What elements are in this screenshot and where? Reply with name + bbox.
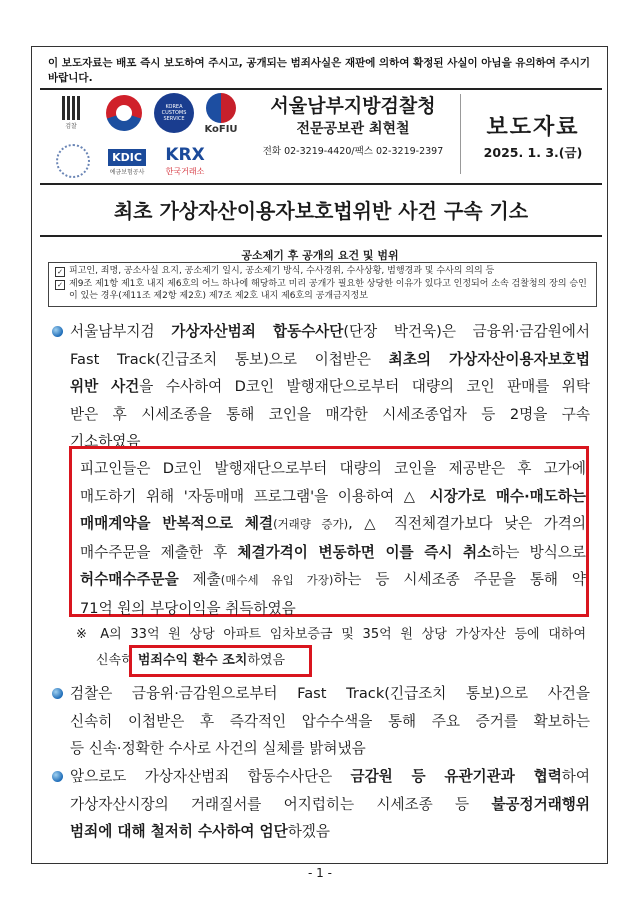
header-divider-bottom [40, 183, 602, 185]
paragraph-3: 검찰은 금융위·금감원으로부터 Fast Track(긴급조치 통보)으로 사건을 신속히 이첩받은 후 즉각적인 압수수색을 통해 주요 증거를 확보하는 등 신속·정확한 수사로 사건의 실체를 밝혀냈음 [70, 685, 590, 757]
top-divider [40, 88, 602, 90]
kofiu-logo: KoFIU [198, 91, 244, 137]
krx-logo: KRX 한국거래소 [165, 145, 205, 176]
bullet-icon [52, 688, 63, 699]
bullet-icon [52, 771, 63, 782]
notice-text: 이 보도자료는 배포 즉시 보도하여 주시고, 공개되는 범죄사실은 재판에 의하여 확정된 사실이 아님을 유의하여 주시기 바랍니다. [48, 57, 591, 84]
paragraph-2: 피고인들은 D코인 발행재단으로부터 대량의 코인을 제공받은 후 고가에 매도하기 위해 '자동매매 프로그램'을 이용하여 △ 시장가로 매수·매도하는 매매계약을 반복적으로 체결(거래량 증가), △ 직전체결가보다 낮은 가격의 매수주문을 제출한 후 체결가격이 변동하면 이를 즉시 취소하는 방식으로 허수매수주문을 제출(매수세 유입 가장)하는 등 시세조종 주문을 통해 약 71억 원의 부당이익을 취득하였음 [80, 460, 587, 617]
fss-logo [52, 141, 94, 181]
agency-logos [46, 91, 246, 183]
disclosure-box [48, 262, 597, 307]
bullet-icon [52, 326, 63, 337]
header-divider [460, 94, 461, 174]
page-number: - 1 - [308, 866, 332, 880]
check-icon: ✓ [55, 267, 65, 277]
release-date: 2025. 1. 3.(금) [483, 145, 583, 160]
customs-logo: KOREA CUSTOMS SERVICE [152, 91, 196, 135]
doc-type: 보도자료 [486, 115, 580, 140]
disclosure-title: 공소제기 후 공개의 요건 및 범위 [200, 247, 440, 263]
contact-info: 전화 02-3219-4420/팩스 02-3219-2397 [262, 146, 444, 157]
disclosure-item: ✓ 제9조 제1항 제1호 내지 제6호의 어느 하나에 해당하고 미리 공개가 필요한 상당한 이유가 있다고 인정되어 소속 검찰청의 장의 승인이 있는 경우(제11조 제2항 제2호) 제7조 제2호 내지 제6호의 공개금지정보 [55, 278, 590, 303]
highlight-box-recovery [129, 645, 312, 677]
headline-divider [40, 235, 602, 237]
check-icon: ✓ [55, 280, 65, 290]
office-name: 서울남부지방검찰청 [270, 95, 436, 117]
disclosure-item: ✓ 피고인, 죄명, 공소사실 요지, 공소제기 일시, 공소제기 방식, 수사경위, 수사상황, 범행경과 및 수사의 의의 등 [55, 265, 590, 278]
prosecution-logo: 검찰 [50, 93, 92, 133]
paragraph-1: 서울남부지검 가상자산범죄 합동수사단(단장 박건욱)은 금융위·금감원에서 Fast Track(긴급조치 통보)으로 이첩받은 최초의 가상자산이용자보호법 위반 사건을 수사하여 D코인 발행재단으로부터 대량의 코인 판매를 위탁 받은 후 시세조종을 통해 코인을 매각한 시세조종업자 등 2명을 구속 기소하였음 [70, 323, 590, 450]
office-block [248, 93, 458, 162]
officer-name: 전문공보관 최현철 [296, 121, 410, 137]
kdic-logo: KDIC 예금보험공사 [109, 150, 145, 176]
fsc-logo [102, 91, 146, 135]
paragraph-4: 앞으로도 가상자산범죄 합동수사단은 금감원 등 유관기관과 협력하여 가상자산시장의 거래질서를 어지럽히는 시세조종 등 불공정거래행위 범죄에 대해 철저히 수사하여 엄단하겠음 [70, 768, 590, 840]
headline: 최초 가상자산이용자보호법위반 사건 구속 기소 [113, 199, 529, 223]
note-paragraph: ※ A의 33억 원 상당 아파트 임차보증금 및 35억 원 상당 가상자산 등에 대하여 신속히 범죄수익 환수 조치하였음 [76, 627, 586, 668]
